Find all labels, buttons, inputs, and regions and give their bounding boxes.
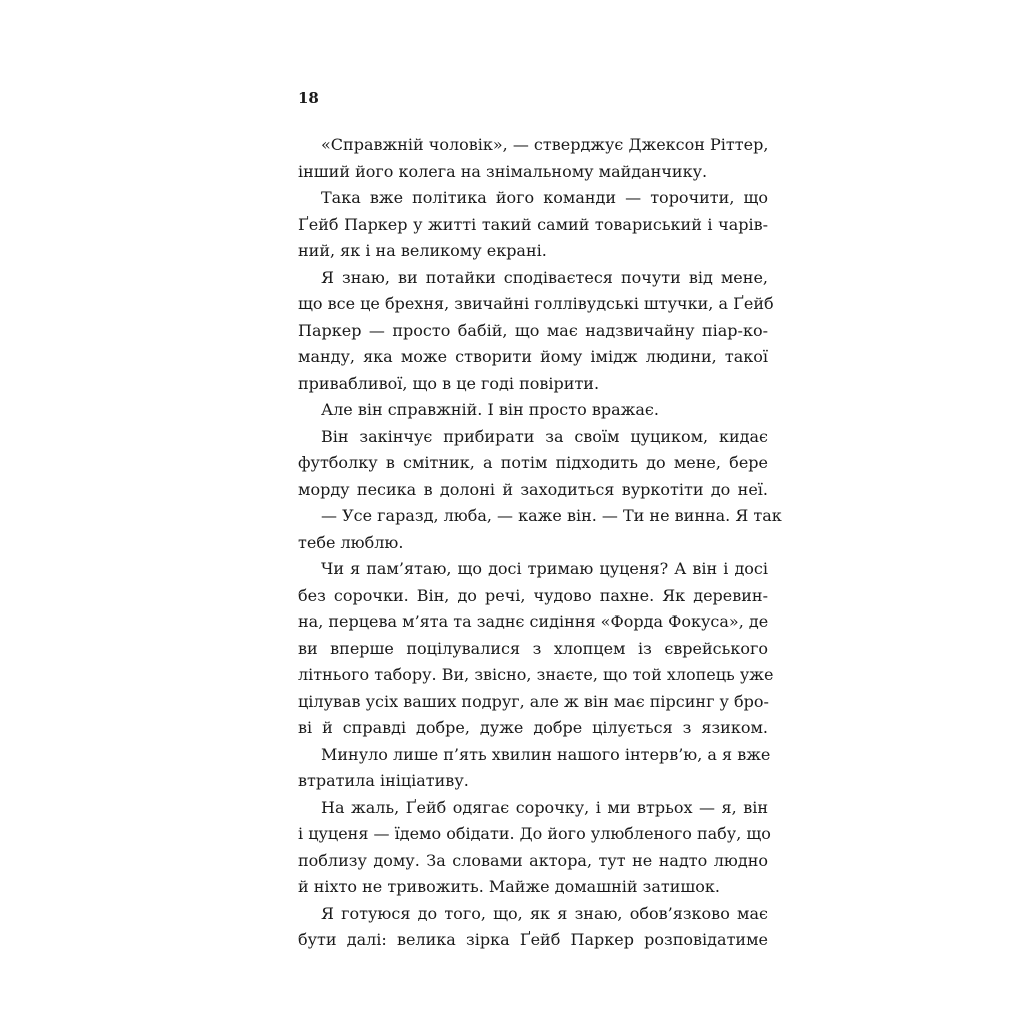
text-line: літнього табору. Ви, звісно, знаєте, що той хлопець уже bbox=[298, 665, 774, 684]
text-line: Я готуюся до того, що, як я знаю, обов’язково має bbox=[321, 903, 768, 923]
text-line: тебе люблю. bbox=[298, 532, 404, 552]
text-line: морду песика в долоні й заходиться вуркотіти до неї. bbox=[298, 479, 768, 499]
text-line: що все це брехня, звичайні голлівудські штучки, а Ґейб bbox=[298, 294, 774, 313]
text-line: Така вже політика його команди — торочити, що bbox=[321, 188, 768, 207]
text-line: Минуло лише п’ять хвилин нашого інтерв’ю, а я вже bbox=[321, 744, 771, 764]
text-line: — Усе гаразд, люба, — каже він. — Ти не винна. Я так bbox=[321, 506, 782, 525]
page-number: 18 bbox=[298, 89, 319, 107]
text-line: бути далі: велика зірка Ґейб Паркер розповідатиме bbox=[298, 930, 768, 949]
text-line: ві й справді добре, дуже добре цілується з язиком. bbox=[298, 718, 768, 737]
text-line: На жаль, Ґейб одягає сорочку, і ми втрьох — я, він bbox=[321, 797, 768, 817]
text-line: Ґейб Паркер у житті такий самий товариський і чарів- bbox=[298, 214, 768, 234]
text-line: без сорочки. Він, до речі, чудово пахне. Як деревин- bbox=[298, 585, 768, 605]
text-line: і цуценя — їдемо обідати. До його улюбленого пабу, що bbox=[298, 824, 771, 843]
text-line: ний, як і на великому екрані. bbox=[298, 241, 547, 260]
text-line: Але він справжній. І він просто вражає. bbox=[321, 400, 659, 419]
text-line: поблизу дому. За словами актора, тут не надто людно bbox=[298, 850, 768, 870]
text-line: цілував усіх ваших подруг, але ж він має пірсинг у бро- bbox=[298, 691, 769, 711]
text-line: Паркер — просто бабій, що має надзвичайну піар-ко- bbox=[298, 320, 768, 340]
text-line: на, перцева м’ята та заднє сидіння «Форда Фокуса», де bbox=[298, 612, 769, 631]
text-line: манду, яка може створити йому імідж людини, такої bbox=[298, 347, 768, 366]
text-line: інший його колега на знімальному майданчику. bbox=[298, 161, 708, 181]
text-line: ви вперше поцілувалися з хлопцем із єврейського bbox=[298, 638, 768, 658]
text-line: й ніхто не тривожить. Майже домашній затишок. bbox=[298, 877, 720, 896]
text-line: привабливої, що в це годі повірити. bbox=[298, 373, 600, 393]
text-line: Він закінчує прибирати за своїм цуциком, кидає bbox=[321, 426, 768, 446]
text-line: Чи я пам’ятаю, що досі тримаю цуценя? А він і досі bbox=[321, 559, 768, 578]
text-line: Я знаю, ви потайки сподіваєтеся почути від мене, bbox=[321, 267, 768, 287]
body-text bbox=[298, 132, 782, 954]
text-line: «Справжній чоловік», — стверджує Джексон Ріттер, bbox=[321, 135, 769, 154]
text-line: втратила ініціативу. bbox=[298, 771, 469, 790]
text-line: футболку в смітник, а потім підходить до мене, бере bbox=[298, 453, 768, 472]
